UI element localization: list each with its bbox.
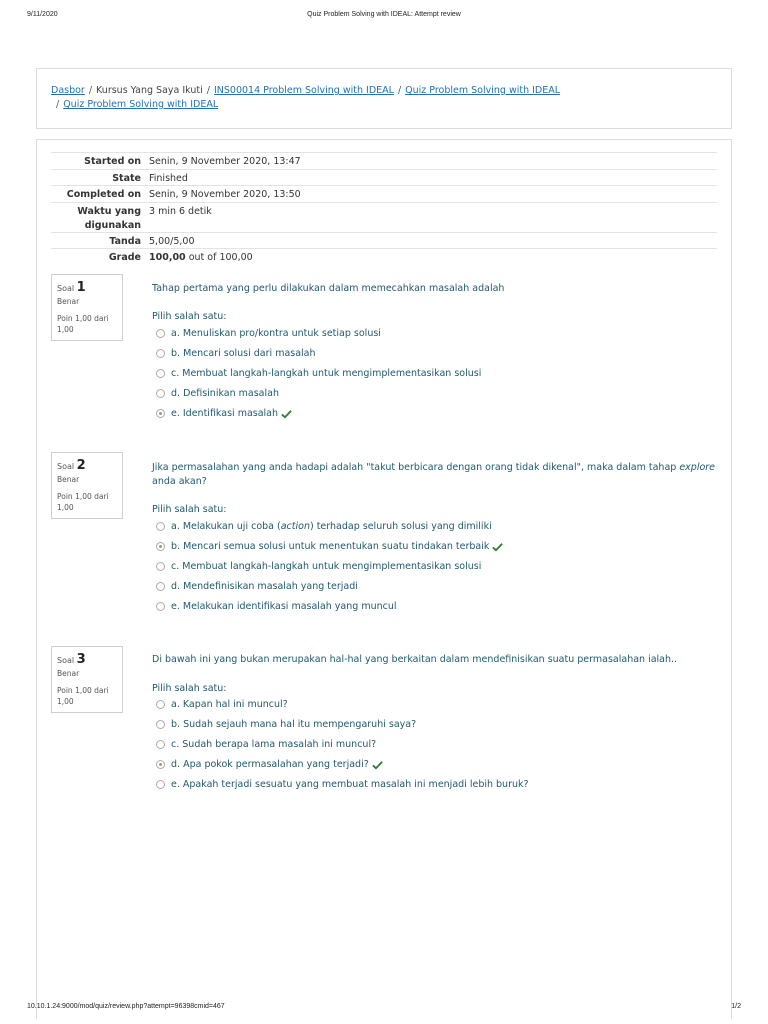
time-label-line-1: Waktu yang: [77, 206, 141, 217]
state-label: State: [112, 173, 141, 184]
question-info-1: [51, 274, 123, 341]
question-text-part: anda akan?: [152, 476, 207, 487]
radio-button-selected[interactable]: [156, 760, 165, 769]
started-label: Started on: [84, 156, 141, 167]
radio-button[interactable]: [156, 329, 165, 338]
breadcrumb-separator: /: [88, 85, 93, 96]
breadcrumb: [51, 85, 560, 96]
question-points: [57, 685, 117, 707]
question-soal-label: Soal: [57, 462, 75, 471]
marks-value: 5,00/5,00: [149, 236, 195, 247]
started-value: Senin, 9 November 2020, 13:47: [149, 156, 301, 167]
answer-label: b. Sudah sejauh mana hal itu mempengaruhi saya?: [171, 719, 417, 730]
radio-button[interactable]: [156, 740, 165, 749]
answer-option[interactable]: [156, 561, 481, 572]
grade-bold: 100,00: [149, 252, 186, 263]
radio-button[interactable]: [156, 720, 165, 729]
question-info-3: [51, 646, 123, 713]
question-text-3: Di bawah ini yang bukan merupakan hal-hal yang berkaitan dalam mendefinisikan suatu permasalahan ialah..: [152, 654, 678, 665]
answer-label: e. Identifikasi masalah: [171, 408, 279, 419]
radio-button[interactable]: [156, 700, 165, 709]
breadcrumb-separator: /: [206, 85, 210, 96]
summary-row-grade: [51, 248, 717, 265]
print-url: 10.10.1.24:9000/mod/quiz/review.php?attempt=96398cmid=467: [27, 1003, 225, 1010]
answer-option[interactable]: [156, 388, 279, 399]
summary-row-started: [51, 152, 717, 169]
answer-label: b. Mencari semua solusi untuk menentukan suatu tindakan terbaik: [171, 541, 490, 552]
points-line-1: Poin 1,00 dari: [57, 492, 109, 501]
breadcrumb-dasbor[interactable]: Dasbor: [51, 85, 85, 96]
main-content: [36, 139, 732, 1019]
radio-button[interactable]: [156, 562, 165, 571]
answer-option[interactable]: [156, 699, 288, 710]
question-text-1: Tahap pertama yang perlu dilakukan dalam memecahkan masalah adalah: [152, 283, 505, 294]
answer-label: d. Apa pokok permasalahan yang terjadi?: [171, 759, 369, 770]
points-line-2: 1,00: [57, 697, 74, 706]
grade-value: [149, 251, 717, 265]
answer-option[interactable]: [156, 719, 416, 730]
answer-label: e. Apakah terjadi sesuatu yang membuat masalah ini menjadi lebih buruk?: [171, 779, 529, 790]
answer-option[interactable]: [156, 739, 376, 750]
answer-option[interactable]: [156, 328, 381, 339]
question-number: 3: [76, 652, 86, 667]
points-line-2: 1,00: [57, 503, 74, 512]
state-value: Finished: [149, 173, 188, 184]
completed-label: Completed on: [66, 189, 141, 200]
grade-label: Grade: [108, 252, 141, 263]
answer-label: c. Membuat langkah-langkah untuk mengimplementasikan solusi: [171, 561, 482, 572]
answer-option[interactable]: [156, 521, 492, 532]
radio-button[interactable]: [156, 349, 165, 358]
breadcrumb-quiz-current[interactable]: Quiz Problem Solving with IDEAL: [63, 99, 219, 110]
points-line-1: Poin 1,00 dari: [57, 314, 109, 323]
grade-rest: out of 100,00: [185, 252, 253, 263]
breadcrumb-kursus: Kursus Yang Saya Ikuti: [96, 85, 203, 96]
question-prompt-2: Pilih salah satu:: [152, 504, 227, 515]
answer-option[interactable]: [156, 348, 316, 359]
question-text-part: Jika permasalahan yang anda hadapi adalah "takut berbicara dengan orang tidak dikenal", maka dalam tahap: [152, 462, 680, 473]
breadcrumb-separator: /: [56, 99, 60, 110]
points-line-2: 1,00: [57, 325, 74, 334]
breadcrumb-course[interactable]: INS00014 Problem Solving with IDEAL: [213, 85, 394, 96]
radio-button[interactable]: [156, 602, 165, 611]
answer-label: e. Melakukan identifikasi masalah yang muncul: [171, 601, 397, 612]
answer-option-selected[interactable]: [156, 408, 292, 419]
attempt-summary-table: [51, 152, 717, 265]
answer-option-selected[interactable]: [156, 759, 383, 770]
answer-label-part: ) terhadap seluruh solusi yang dimiliki: [309, 521, 492, 532]
radio-button[interactable]: [156, 389, 165, 398]
answer-label: c. Sudah berapa lama masalah ini muncul?: [171, 739, 377, 750]
breadcrumb-line-2: [56, 99, 218, 110]
summary-row-state: [51, 169, 717, 185]
question-status: Benar: [57, 297, 80, 306]
answer-label: d. Mendefinisikan masalah yang terjadi: [171, 581, 358, 592]
answer-label: d. Defisinikan masalah: [171, 388, 279, 399]
checkmark-icon: [372, 760, 383, 770]
answer-option-selected[interactable]: [156, 541, 503, 552]
question-info-2: [51, 452, 123, 519]
time-label: [51, 205, 149, 232]
question-soal-label: Soal: [57, 656, 75, 665]
answer-option[interactable]: [156, 601, 397, 612]
answer-label: a. Menuliskan pro/kontra untuk setiap solusi: [171, 328, 381, 339]
summary-row-time: [51, 202, 717, 232]
checkmark-icon: [281, 409, 292, 419]
completed-value: Senin, 9 November 2020, 13:50: [149, 189, 301, 200]
summary-row-marks: [51, 232, 717, 248]
question-points: [57, 313, 117, 335]
radio-button-selected[interactable]: [156, 542, 165, 551]
question-status: Benar: [57, 475, 80, 484]
answer-label: b. Mencari solusi dari masalah: [171, 348, 316, 359]
question-prompt-3: Pilih salah satu:: [152, 683, 227, 694]
radio-button-selected[interactable]: [156, 409, 165, 418]
answer-label: c. Membuat langkah-langkah untuk mengimplementasikan solusi: [171, 368, 482, 379]
print-page-number: 1/2: [731, 1003, 741, 1010]
question-text-2: [152, 461, 722, 489]
radio-button[interactable]: [156, 780, 165, 789]
points-line-1: Poin 1,00 dari: [57, 686, 109, 695]
question-points: [57, 491, 117, 513]
answer-option[interactable]: [156, 779, 529, 790]
summary-row-completed: [51, 185, 717, 202]
question-status: Benar: [57, 669, 80, 678]
question-number: 1: [76, 280, 86, 295]
print-title: Quiz Problem Solving with IDEAL: Attempt review: [307, 11, 461, 18]
radio-button[interactable]: [156, 522, 165, 531]
breadcrumb-quiz[interactable]: Quiz Problem Solving with IDEAL: [405, 85, 561, 96]
print-date: 9/11/2020: [27, 11, 58, 18]
marks-label: Tanda: [109, 236, 141, 247]
radio-button[interactable]: [156, 582, 165, 591]
answer-option[interactable]: [156, 368, 481, 379]
answer-option[interactable]: [156, 581, 358, 592]
time-label-line-2: digunakan: [84, 220, 141, 231]
answer-label-italic: action: [280, 521, 310, 532]
question-prompt-1: Pilih salah satu:: [152, 311, 227, 322]
answer-label: a. Kapan hal ini muncul?: [171, 699, 288, 710]
question-number: 2: [76, 458, 86, 473]
question-text-italic: explore: [679, 462, 716, 473]
answer-label-part: a. Melakukan uji coba (: [171, 521, 281, 532]
question-soal-label: Soal: [57, 284, 75, 293]
radio-button[interactable]: [156, 369, 165, 378]
time-value: 3 min 6 detik: [149, 206, 212, 217]
breadcrumb-separator: /: [397, 85, 402, 96]
checkmark-icon: [492, 542, 503, 552]
answer-label: [171, 521, 492, 532]
